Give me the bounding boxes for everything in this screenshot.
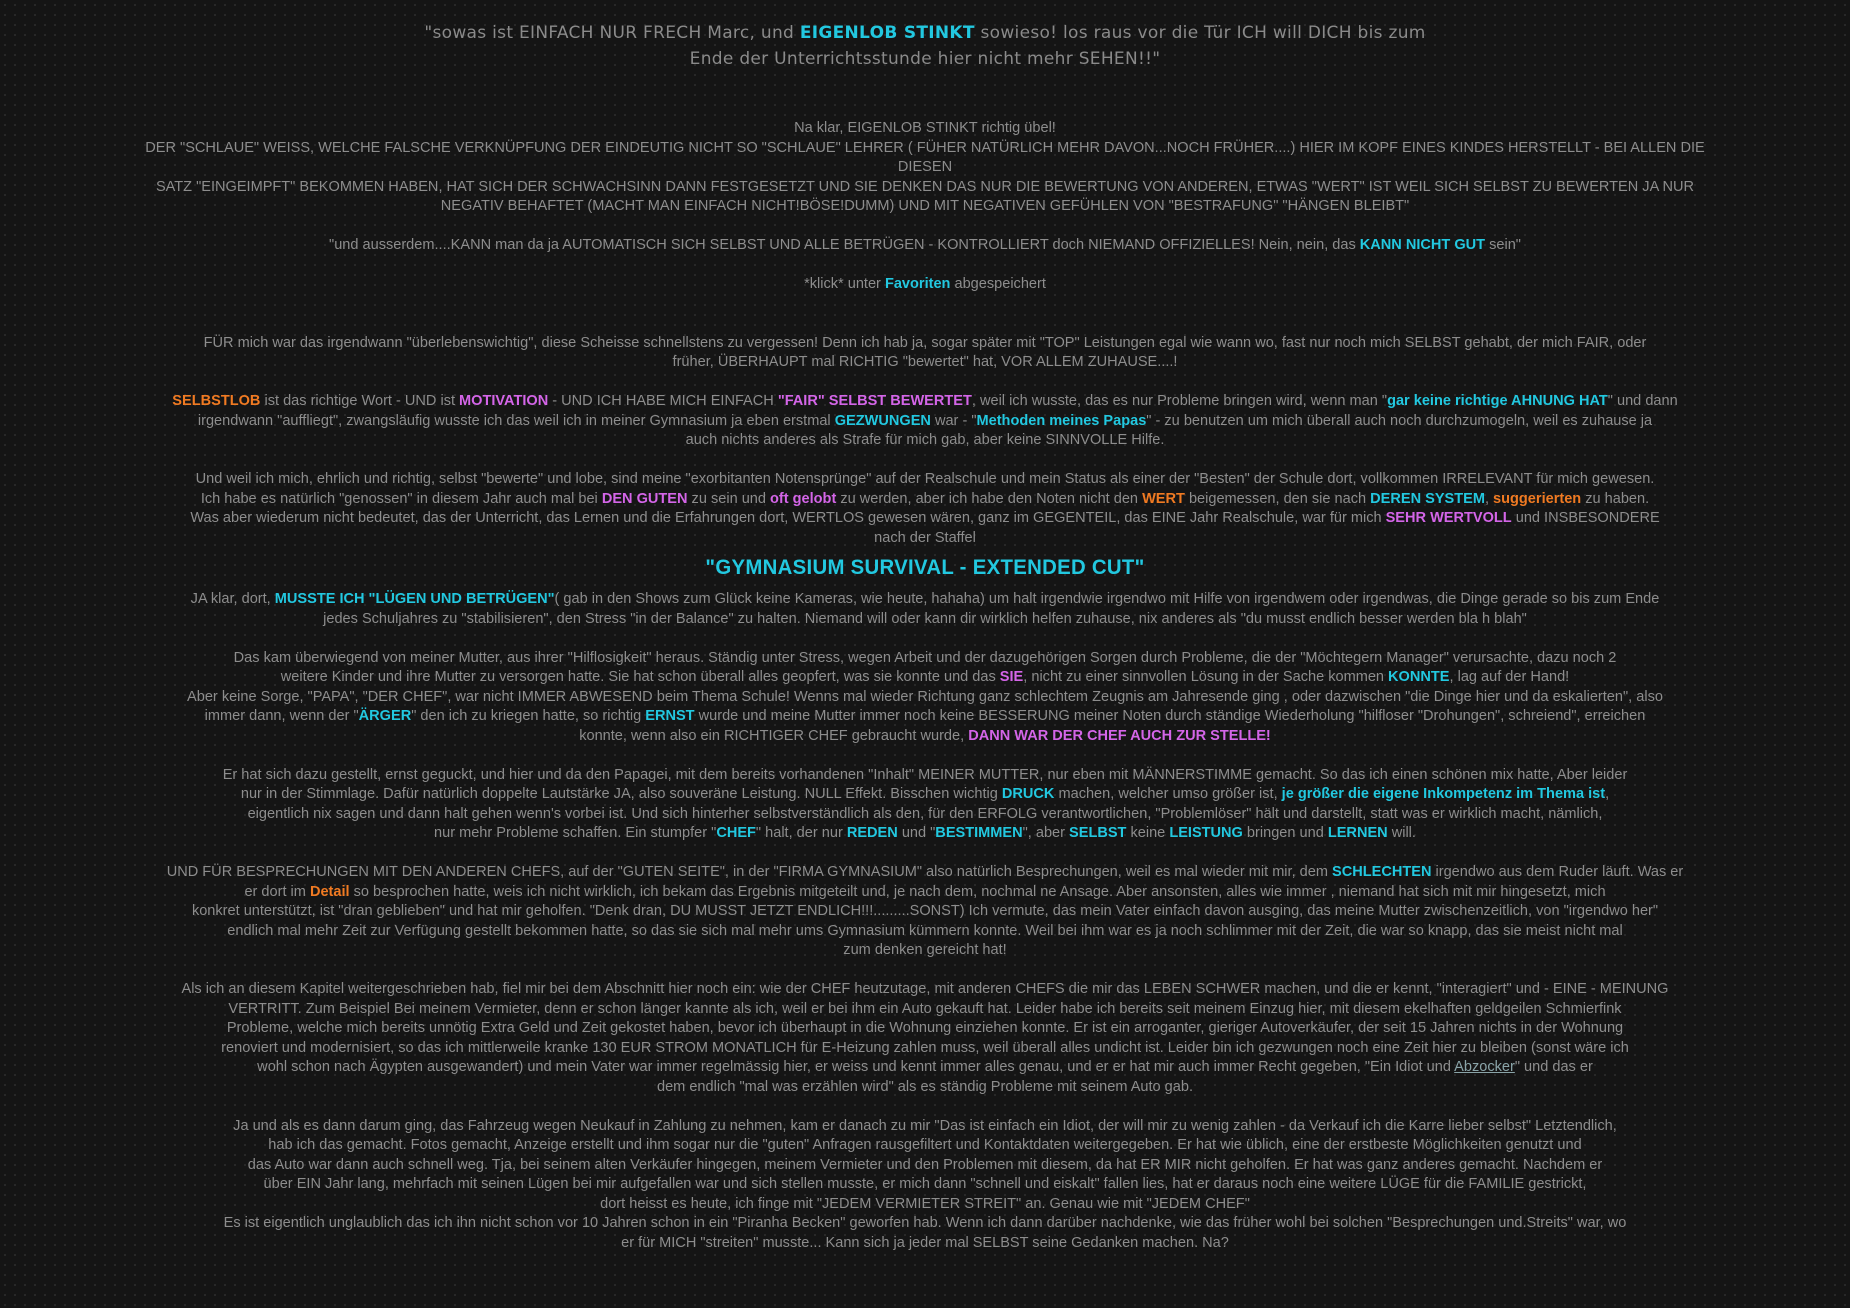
highlight: KANN NICHT GUT [1359, 236, 1486, 253]
text-line: Es ist eigentlich unglaublich das ich ihn nicht schon vor 10 Jahren schon in ein "Piranha Becken" geworfen hab. Wenn ich dann darüber nachdenke, wie das früher wohl bei solchen "Besprechungen und.Streits" war, wo [223, 1214, 1627, 1231]
highlight: SEHR WERTVOLL [1385, 509, 1512, 526]
text-line: auch nichts anderes als Strafe für mich gab, aber keine SINNVOLLE Hilfe. [685, 431, 1165, 448]
highlight: suggerierten [1493, 489, 1582, 507]
highlight: je größer die eigene Inkompetenz im Thema ist [1281, 785, 1606, 802]
text: irgendwann "auffliegt", zwangsläufig wusste ich das weil ich in meiner Gymnasium ja eben erstmal [197, 411, 835, 429]
text-line [139, 508, 1710, 528]
highlight: Methoden meines Papas [976, 411, 1147, 429]
text: , nicht zu einer sinnvollen Lösung in der Sache kommen [1023, 668, 1389, 685]
text: zu sein und [687, 489, 771, 507]
paragraph-klick [139, 274, 1710, 294]
text-line: er für MICH "streiten" musste... Kann sich ja jeder mal SELBST seine Gedanken machen. Na? [621, 1233, 1229, 1251]
paragraph-realschule [139, 469, 1710, 547]
text-line: dort heisst es heute, ich finge mit "JEDEM VERMIETER STREIT" an. Genau wie mit "JEDEM CHEF" [600, 1194, 1250, 1212]
text-line: Na klar, EIGENLOB STINKT richtig übel! [794, 119, 1056, 136]
opening-quote [325, 20, 1525, 72]
article-body [139, 118, 1710, 1252]
text-line: Er hat sich dazu gestellt, ernst geguckt, und hier und da den Papagei, mit dem bereits vorhandenen "Inhalt" MEINER MUTTER, nur eben mit MÄNNERSTIMME gemacht. So das ich einen schönen mix hatte, Aber leider [222, 765, 1628, 783]
text-line [139, 784, 1710, 804]
quote-line [325, 20, 1525, 46]
text: so besprochen hatte, weis ich nicht wirklich, ich bekam das Ergebnis mitgeteilt und, je nach dem, nochmal ne Ansage. Aber ansonsten, alles wie immer , niemand hat sich mit mir hingesetzt, mich [349, 882, 1606, 900]
text-line [139, 489, 1710, 509]
highlight: LEISTUNG [1169, 824, 1243, 841]
text: *klick* unter [804, 275, 885, 292]
text: will. [1387, 824, 1416, 841]
text-line: DER "SCHLAUE" WEISS, WELCHE FALSCHE VERKNÜPFUNG DER EINDEUTIG NICHT SO "SCHLAUE" LEHRER ( FÜHER NATÜRLICH MEHR DAVON...NOCH FRÜHER....) HIER IM KOPF EINES KINDES HERSTELLT - BEI ALLEN DIE DIESEN [145, 138, 1705, 175]
text-line [139, 411, 1710, 431]
text: beigemessen, den sie nach [1184, 489, 1371, 507]
text-line: FÜR mich war das irgendwann "überlebenswichtig", diese Scheisse schnellstens zu vergessen! Denn ich hab ja, sogar später mit "TOP" Leistungen egal wie wann wo, fast nur noch mich SELBST gehabt, der mich FAIR, oder [203, 333, 1647, 351]
text: " - zu benutzen um mich überall auch noch durchzumogeln, weil es zuhause ja [1146, 411, 1653, 429]
text-line: renoviert und modernisiert, so das ich mittlerweile kranke 130 EUR STROM MONATLICH für E-Heizung zahlen muss, weil überall alles undicht ist. Leider bin ich gezwungen noch eine Zeit hier zu bleiben (sonst wäre ich [221, 1038, 1629, 1056]
text-line [139, 726, 1710, 746]
text-line: nach der Staffel [874, 528, 976, 546]
text: " halt, der nur [755, 824, 847, 841]
text-line [139, 589, 1710, 609]
text: bringen und [1242, 824, 1328, 841]
paragraph-besprechungen [139, 862, 1710, 960]
text: , [1605, 785, 1610, 802]
text: wurde und meine Mutter immer noch keine BESSERUNG meiner Noten durch ständige Wiederholung "hilfloser "Drohungen", schreiend", erreichen [694, 707, 1646, 724]
paragraph-papagei [139, 765, 1710, 843]
text: er dort im [244, 882, 310, 900]
text-line: Aber keine Sorge, "PAPA", "DER CHEF", war nicht IMMER ABWESEND beim Thema Schule! Wenns mal wieder Richtung ganz schlechtem Zeugnis am Jahresende ging , oder dazwischen "die Dinge hier und da eskalierten", also [187, 687, 1663, 705]
text-line [139, 391, 1710, 411]
highlight: gar keine richtige AHNUNG HAT [1387, 392, 1608, 409]
text: zu werden, aber ich habe den Noten nicht den [836, 489, 1143, 507]
highlight: DRUCK [1001, 785, 1055, 802]
highlight: ÄRGER [358, 707, 412, 724]
paragraph-fahrzeug [139, 1116, 1710, 1253]
text-line [139, 667, 1710, 687]
text: nur mehr Probleme schaffen. Ein stumpfer " [434, 824, 717, 841]
paragraph-ausserdem [139, 235, 1710, 255]
text-line: Das kam überwiegend von meiner Mutter, aus ihrer "Hilflosigkeit" heraus. Ständig unter Stress, wegen Arbeit und der dazugehörigen Sorgen durch Probleme, die der "Möchtegern Manager" verursachte, dazu noch 2 [233, 648, 1617, 666]
text-line: das Auto war dann auch schnell weg. Tja, bei seinem alten Verkäufer hingegen, meinem Vermieter und den Problemen mit diesem, da hat ER MIR nicht geholfen. Er hat was ganz anderes gemacht. Nachdem er [247, 1155, 1603, 1173]
text-line: konkret unterstützt, ist "dran geblieben" und hat mir geholfen. "Denk dran, DU MUSST JETZT ENDLICH!!!.........SONST) Ich vermute, das mein Vater einfach davon ausging, das meine Mutter zwischenzeitlich, von "irgendwo her" [191, 902, 1659, 919]
text: und INSBESONDERE [1511, 509, 1660, 526]
text: , weil ich wusste, das es nur Probleme bringen wird, wenn man " [971, 392, 1388, 409]
text: machen, welcher umso größer ist, [1054, 785, 1282, 802]
text-line: Ja und als es dann darum ging, das Fahrzeug wegen Neukauf in Zahlung zu nehmen, kam er danach zu mir "Das ist einfach ein Idiot, der will mir zu wenig zahlen - da Verkauf ich die Karre lieber selbst" Letztendlich, [233, 1116, 1617, 1134]
text: JA klar, dort, [190, 590, 275, 607]
highlight: DANN WAR DER CHEF AUCH ZUR STELLE! [968, 726, 1271, 744]
highlight: Favoriten [884, 275, 951, 292]
highlight: ERNST [645, 707, 695, 724]
text-line: jedes Schuljahres zu "stabilisieren", den Stress "in der Balance" zu halten. Niemand will oder kann dir wirklich helfen zuhause, nix anderes als "du musst endlich besser werden bla h blah" [323, 609, 1527, 627]
quote-line: Ende der Unterrichtsstunde hier nicht mehr SEHEN!!" [689, 49, 1161, 69]
highlight: SIE [999, 668, 1024, 685]
text: weitere Kinder und ihre Mutter zu versorgen hatte. Sie hat schon überall alles geopfert, was sie konnte und das [280, 668, 1000, 685]
text-line: hab ich das gemacht. Fotos gemacht, Anzeige erstellt und ihm sogar nur die "guten" Anfragen rausgefiltert und Kontaktdaten weitergegeben. Er hat wie üblich, eine der erstbeste Möglichkeiten genutzt und [268, 1136, 1582, 1153]
text-line: eigentlich nix sagen und dann halt gehen wenn's vorbei ist. Und sich hinterher selbstverständlich als den, für den ERFOLG verantwortlichen, "Problemlöser" hält und darstellt, statt was er wirklich macht, nämlich, [247, 804, 1603, 822]
text-line [139, 823, 1710, 843]
highlight: GEZWUNGEN [834, 411, 931, 429]
text: " und dann [1607, 392, 1678, 409]
highlight: MUSSTE ICH "LÜGEN UND BETRÜGEN" [274, 590, 555, 607]
highlight: EIGENLOB STINKT [799, 23, 975, 43]
highlight: KONNTE [1388, 668, 1450, 685]
text: " den ich zu kriegen hatte, so richtig [411, 707, 646, 724]
highlight: BESTIMMEN [935, 824, 1023, 841]
text-line: Und weil ich mich, ehrlich und richtig, selbst "bewerte" und lobe, sind meine "exorbitanten Notensprünge" auf der Realschule und mein Status als einer der "Besten" der Schule dort, vollkommen IRRELEVANT für mich gewesen. [195, 470, 1655, 487]
highlight: Detail [309, 882, 350, 900]
highlight: "FAIR" SELBST BEWERTET [777, 392, 972, 409]
highlight: WERT [1142, 489, 1185, 507]
text: , [1484, 489, 1494, 507]
text-line: zum denken gereicht hat! [843, 941, 1007, 958]
text-line [139, 882, 1710, 902]
text: ( gab in den Shows zum Glück keine Kameras, wie heute, hahaha) um halt irgendwie irgendwo mit Hilfe von irgendwem oder irgendwas, die Dinge gerade so bis zum Ende [554, 590, 1660, 607]
text: immer dann, wenn der " [204, 707, 359, 724]
paragraph-mutter [139, 648, 1710, 746]
text: irgendwo aus dem Ruder läuft. Was er [1431, 863, 1684, 880]
text-line: früher, ÜBERHAUPT mal RICHTIG "bewertet" hat, VOR ALLEM ZUHAUSE....! [672, 353, 1178, 370]
text: sein" [1485, 236, 1521, 253]
text-line: über EIN Jahr lang, mehrfach mit seinen Lügen bei mir aufgefallen war und sich stellen musste, er mich dann "schnell und eiskalt" fallen lies, hat er daraus noch eine weitere LÜGE für die FAMILIE gestrickt, [263, 1175, 1587, 1192]
text: wohl schon nach Ägypten ausgewandert) und mein Vater war immer regelmässig hier, er weiss und kennt immer alles genau, und er er hat mir auch immer Recht gegeben, "Ein Idiot und [257, 1058, 1455, 1075]
text-line [139, 1057, 1710, 1077]
text: UND FÜR BESPRECHUNGEN MIT DEN ANDEREN CHEFS, auf der "GUTEN SEITE", in der "FIRMA GYMNASIUM" also natürlich Besprechungen, weil es mal wieder mit mir, dem [166, 863, 1333, 880]
text: Was aber wiederum nicht bedeutet, das der Unterricht, das Lernen und die Erfahrungen dort, WERTLOS gewesen wären, ganz im GEGENTEIL, das EINE Jahr Realschule, war für mich [190, 509, 1386, 526]
text: keine [1126, 824, 1170, 841]
text: konnte, wenn also ein RICHTIGER CHEF gebraucht wurde, [579, 726, 969, 744]
text: " und das er [1514, 1058, 1593, 1075]
highlight: REDEN [846, 824, 898, 841]
text: ", aber [1022, 824, 1070, 841]
highlight: SCHLECHTEN [1332, 863, 1432, 880]
paragraph-selbstlob [139, 391, 1710, 450]
highlight: SELBSTLOB [172, 392, 261, 409]
text: "und ausserdem....KANN man da ja AUTOMATISCH SICH SELBST UND ALLE BETRÜGEN - KONTROLLIERT doch NIEMAND OFFIZIELLES! Nein, nein, das [329, 236, 1360, 253]
text: war - " [930, 411, 977, 429]
text: zu haben. [1581, 489, 1650, 507]
text-line [139, 706, 1710, 726]
highlight: CHEF [716, 824, 756, 841]
text: ist das richtige Wort - UND ist [260, 392, 460, 409]
paragraph-eigenlob [139, 118, 1710, 216]
text: - UND ICH HABE MICH EINFACH [548, 392, 778, 409]
text: "sowas ist EINFACH NUR FRECH Marc, und [424, 23, 800, 43]
text: , lag auf der Hand! [1449, 668, 1570, 685]
paragraph-luegen [139, 589, 1710, 628]
text-line: NEGATIV BEHAFTET (MACHT MAN EINFACH NICHT!BÖSE!DUMM) UND MIT NEGATIVEN GEFÜHLEN VON "BESTRAFUNG" "HÄNGEN BLEIBT" [440, 197, 1410, 214]
highlight: DEN GUTEN [601, 489, 688, 507]
text: abgespeichert [950, 275, 1046, 292]
paragraph-vermieter [139, 979, 1710, 1096]
abzocker-link[interactable]: Abzocker [1454, 1058, 1515, 1075]
text-line: Probleme, welche mich bereits unnötig Extra Geld und Zeit gekostet haben, bevor ich überhaupt in die Wohnung einziehen konnte. Er ist ein arroganter, gieriger Autoverkäufer, der seit 15 Jahren nichts in der Wohnung [226, 1019, 1624, 1036]
text-line: endlich mal mehr Zeit zur Verfügung gestellt bekommen hatte, so das sie sich mal mehr ums Gymnasium kümmern konnte. Weil bei ihm war es ja noch schlimmer mit der Zeit, die war so knapp, das sie meist nicht mal [227, 921, 1623, 939]
text-line [139, 862, 1710, 882]
highlight: oft gelobt [770, 489, 837, 507]
section-heading: "GYMNASIUM SURVIVAL - EXTENDED CUT" [705, 556, 1145, 579]
text-line: SATZ "EINGEIMPFT" BEKOMMEN HABEN, HAT SICH DER SCHWACHSINN DANN FESTGESETZT UND SIE DENKEN DAS NUR DIE BEWERTUNG VON ANDEREN, ETWAS "WERT" IST WEIL SICH SELBST ZU BEWERTEN JA NUR [155, 177, 1695, 195]
text: nur in der Stimmlage. Dafür natürlich doppelte Lautstärke JA, also souveräne Leistung. NULL Effekt. Bisschen wichtig [240, 785, 1002, 802]
text-line: VERTRITT. Zum Beispiel Bei meinem Vermieter, denn er schon länger kannte als ich, weil er bei ihm ein Auto gekauft hat. Leider habe ich bereits seit meinem Einzug hier, mit diesem ekelhaften geldgeilen Schmierfink [228, 999, 1622, 1017]
text: sowieso! los raus vor die Tür ICH will DICH bis zum [974, 23, 1426, 43]
highlight: SELBST [1069, 824, 1127, 841]
highlight: MOTIVATION [459, 392, 549, 409]
paragraph-ueberlebenswichtig [139, 333, 1710, 372]
text: und " [897, 824, 936, 841]
highlight: LERNEN [1327, 824, 1388, 841]
text-line: dem endlich "mal was erzählen wird" als es ständig Probleme mit seinem Auto gab. [656, 1077, 1194, 1095]
highlight: DEREN SYSTEM [1370, 489, 1485, 507]
text: Ich habe es natürlich "genossen" in diesem Jahr auch mal bei [200, 489, 602, 507]
text-line: Als ich an diesem Kapitel weitergeschrieben hab, fiel mir bei dem Abschnitt hier noch ein: wie der CHEF heutzutage, mit anderen CHEFS die mir das LEBEN SCHWER machen, und die er kennt, "interagiert" und - EINE - MEINUNG [181, 980, 1669, 997]
